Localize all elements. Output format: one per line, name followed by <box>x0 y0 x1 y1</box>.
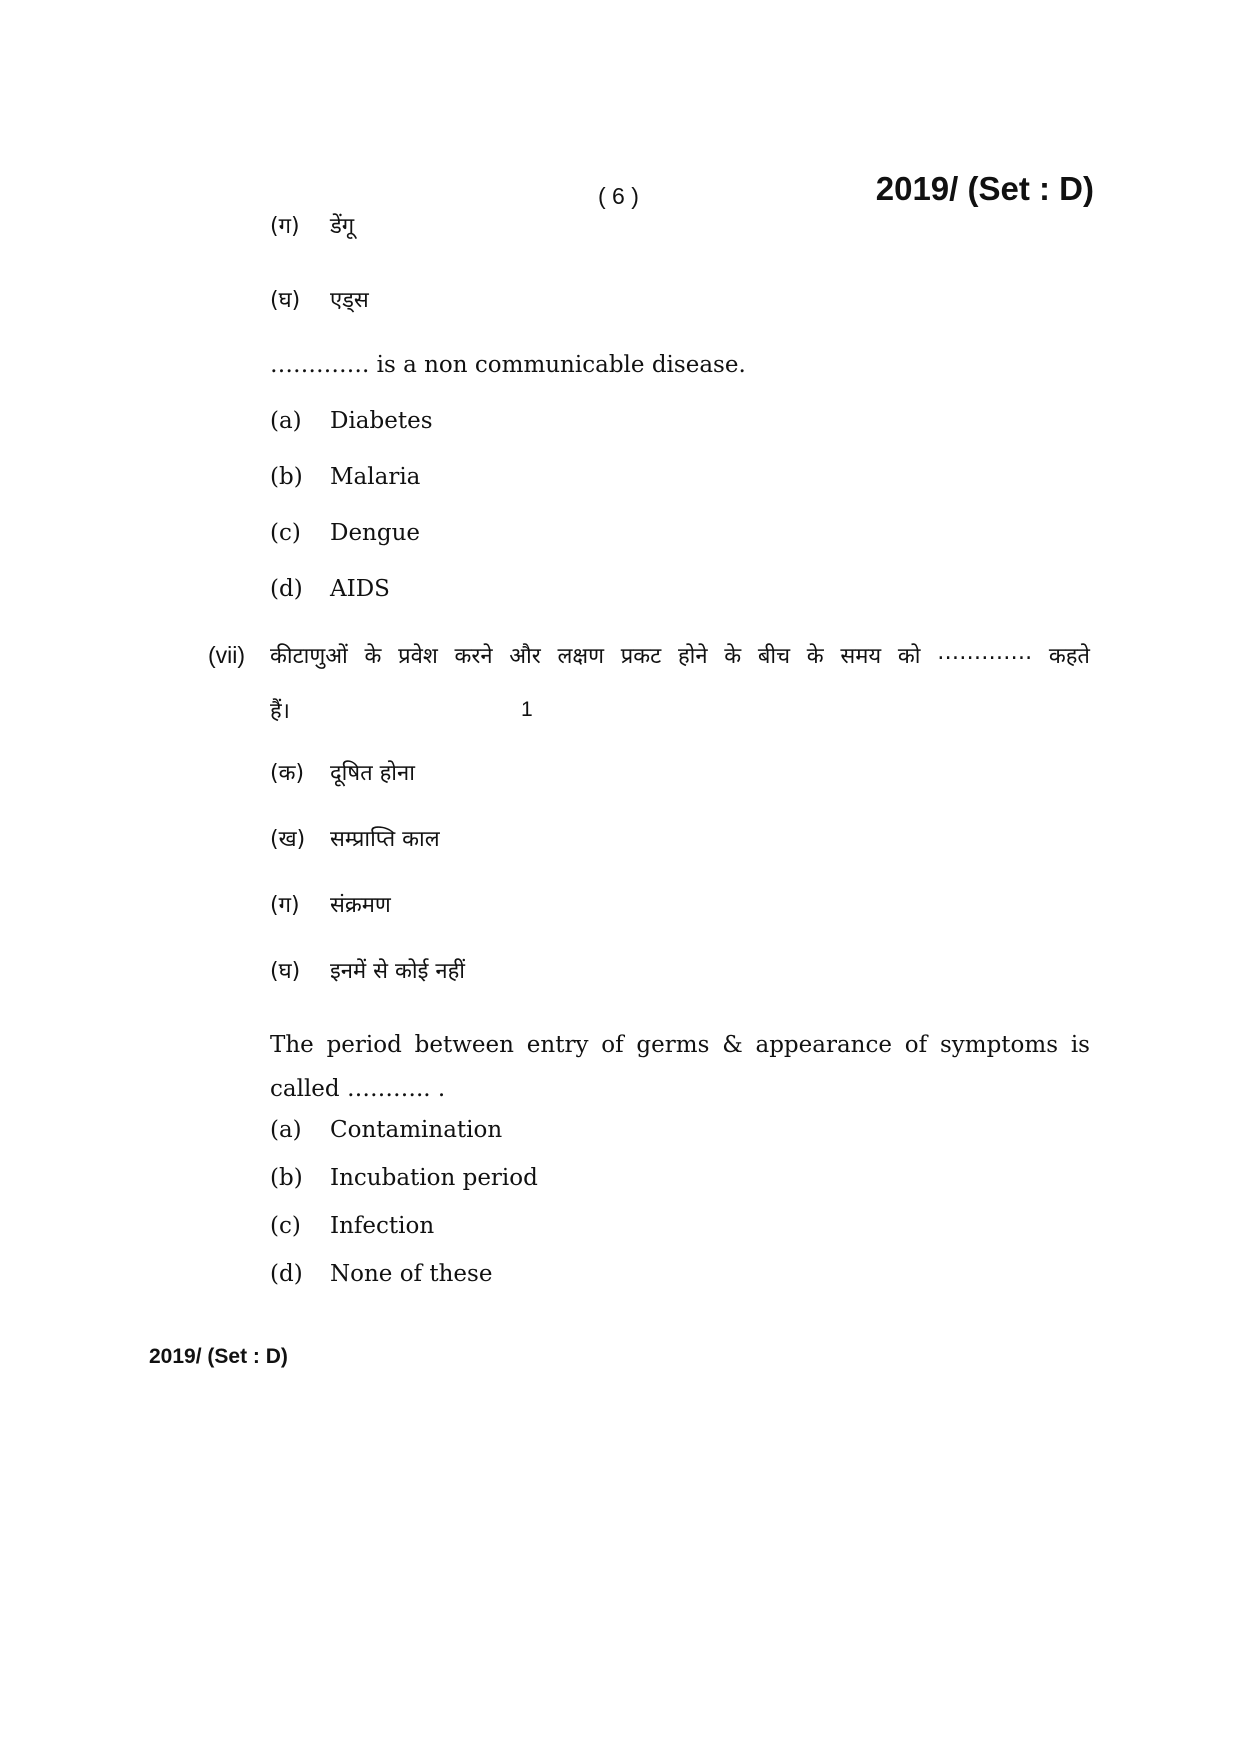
option-text: दूषित होना <box>330 761 415 786</box>
word: के <box>364 644 382 669</box>
question-stem-english: The period between entry of germs & appearance of symptoms is called ……….. . <box>270 1032 1090 1102</box>
option-label: (b) <box>270 464 303 490</box>
option-text: Diabetes <box>330 408 433 434</box>
option-text: इनमें से कोई नहीं <box>330 959 466 984</box>
word: समय <box>840 644 882 669</box>
word: कहते <box>1048 644 1090 669</box>
question-stem-hindi <box>270 640 1090 670</box>
option-text: Malaria <box>330 464 421 490</box>
question-number: (vii) <box>208 642 246 668</box>
option-text: None of these <box>330 1261 493 1287</box>
option-label: (d) <box>270 1261 303 1287</box>
option-text: सम्प्राप्ति काल <box>330 827 440 852</box>
option-text: Infection <box>330 1213 435 1239</box>
option-text: Contamination <box>330 1117 503 1143</box>
page-number: ( 6 ) <box>598 183 639 209</box>
word: करने <box>454 644 493 669</box>
word: …………. <box>937 640 1033 665</box>
option-label: (ग) <box>270 893 300 918</box>
option-label: (a) <box>270 1117 302 1143</box>
option-text: Dengue <box>330 520 421 546</box>
question-stem-english: …………. is a non communicable disease. <box>270 352 746 378</box>
word: के <box>724 644 742 669</box>
option-label: (घ) <box>270 288 301 313</box>
word: बीच <box>757 644 791 669</box>
option-label: (ग) <box>270 214 300 239</box>
option-text: Incubation period <box>330 1165 538 1191</box>
option-label: (d) <box>270 576 303 602</box>
option-label: (c) <box>270 520 301 546</box>
option-text: डेंगू <box>330 214 355 239</box>
option-label: (घ) <box>270 959 301 984</box>
word: होने <box>677 644 708 669</box>
word: लक्षण <box>557 644 605 669</box>
word: प्रकट <box>620 644 662 669</box>
option-text: AIDS <box>330 576 390 602</box>
option-text: एड्स <box>330 288 369 313</box>
word: और <box>509 644 541 669</box>
word: को <box>897 644 921 669</box>
option-text: संक्रमण <box>330 893 391 918</box>
option-label: (b) <box>270 1165 303 1191</box>
word: कीटाणुओं <box>270 644 348 669</box>
marks: 1 <box>521 698 533 721</box>
word: प्रवेश <box>398 644 438 669</box>
option-label: (ख) <box>270 827 306 852</box>
option-label: (c) <box>270 1213 301 1239</box>
option-label: (a) <box>270 408 302 434</box>
set-code-footer: 2019/ (Set : D) <box>149 1345 288 1368</box>
option-label: (क) <box>270 761 305 786</box>
question-stem-hindi-line2: हैं। <box>270 699 291 724</box>
word: के <box>806 644 824 669</box>
set-code-header: 2019/ (Set : D) <box>875 170 1094 207</box>
